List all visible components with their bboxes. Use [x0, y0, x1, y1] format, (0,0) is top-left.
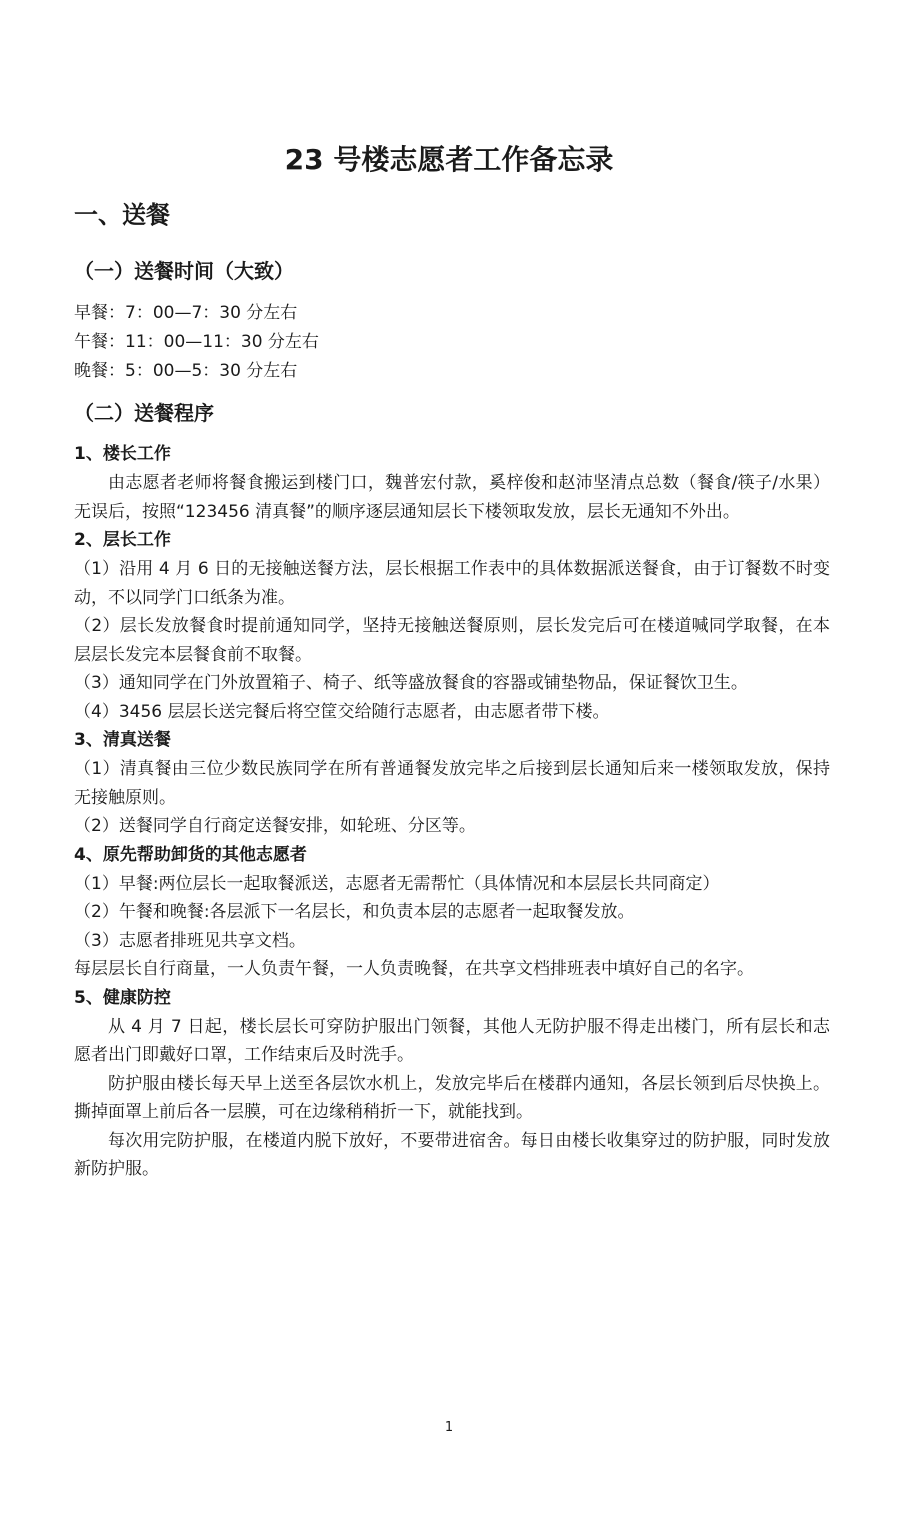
- list-item: （2）午餐和晚餐:各层派下一名层长，和负责本层的志愿者一起取餐发放。: [74, 902, 635, 922]
- paragraph: 每层层长自行商量，一人负责午餐，一人负责晚餐，在共享文档排班表中填好自己的名字。: [74, 959, 754, 979]
- subsection-heading-delivery-procedure: （二）送餐程序: [74, 401, 214, 425]
- meal-schedule-list: [74, 299, 319, 386]
- part-heading-other-volunteers: 4、原先帮助卸货的其他志愿者: [74, 844, 307, 865]
- list-item: （1）早餐:两位层长一起取餐派送，志愿者无需帮忙（具体情况和本层层长共同商定）: [74, 873, 720, 894]
- list-item: （1）清真餐由三位少数民族同学在所有普通餐发放完毕之后接到层长通知后来一楼领取发放，保持无接触原则。: [74, 759, 830, 808]
- page-number: 1: [444, 1420, 454, 1435]
- part-heading-building-leader: 1、楼长工作: [74, 444, 171, 464]
- paragraph: 从 4 月 7 日起，楼长层长可穿防护服出门领餐，其他人无防护服不得走出楼门，所有层长和志愿者出门即戴好口罩，工作结束后及时洗手。: [74, 1016, 830, 1065]
- paragraph: 由志愿者老师将餐食搬运到楼门口，魏普宏付款，奚梓俊和赵沛坚清点总数（餐食/筷子/水果）无误后，按照“123456 清真餐”的顺序逐层通知层长下楼领取发放，层长无通知不外出。: [74, 473, 830, 522]
- paragraph: 防护服由楼长每天早上送至各层饮水机上，发放完毕后在楼群内通知，各层长领到后尽快换上。撕掉面罩上前后各一层膜，可在边缘稍稍折一下，就能找到。: [74, 1073, 830, 1122]
- schedule-dinner: 晚餐：5：00—5：30 分左右: [74, 361, 298, 381]
- part-heading-halal-delivery: 3、清真送餐: [74, 730, 171, 750]
- schedule-lunch: 午餐：11：00—11：30 分左右: [74, 332, 319, 352]
- document-title: 23 号楼志愿者工作备忘录: [284, 143, 614, 176]
- list-item: （2）层长发放餐食时提前通知同学，坚持无接触送餐原则，层长发完后可在楼道喊同学取餐，在本层层长发完本层餐食前不取餐。: [74, 616, 830, 665]
- section-heading-meal-delivery: 一、送餐: [74, 201, 170, 229]
- list-item: （3）通知同学在门外放置箱子、椅子、纸等盛放餐食的容器或铺垫物品，保证餐饮卫生。: [74, 673, 748, 693]
- list-item: （4）3456 层层长送完餐后将空筐交给随行志愿者，由志愿者带下楼。: [74, 701, 610, 722]
- subsection-heading-delivery-time: （一）送餐时间（大致）: [74, 259, 294, 283]
- part-heading-health-prevention: 5、健康防控: [74, 987, 171, 1008]
- list-item: （2）送餐同学自行商定送餐安排，如轮班、分区等。: [74, 816, 476, 836]
- list-item: （1）沿用 4 月 6 日的无接触送餐方法，层长根据工作表中的具体数据派送餐食，由于订餐数不时变动，不以同学门口纸条为准。: [74, 559, 830, 608]
- part-heading-floor-leader: 2、层长工作: [74, 530, 171, 550]
- procedure-content: [74, 440, 830, 1184]
- paragraph: 每次用完防护服，在楼道内脱下放好，不要带进宿舍。每日由楼长收集穿过的防护服，同时发放新防护服。: [74, 1130, 830, 1179]
- list-item: （3）志愿者排班见共享文档。: [74, 930, 306, 951]
- schedule-breakfast: 早餐：7：00—7：30 分左右: [74, 303, 298, 323]
